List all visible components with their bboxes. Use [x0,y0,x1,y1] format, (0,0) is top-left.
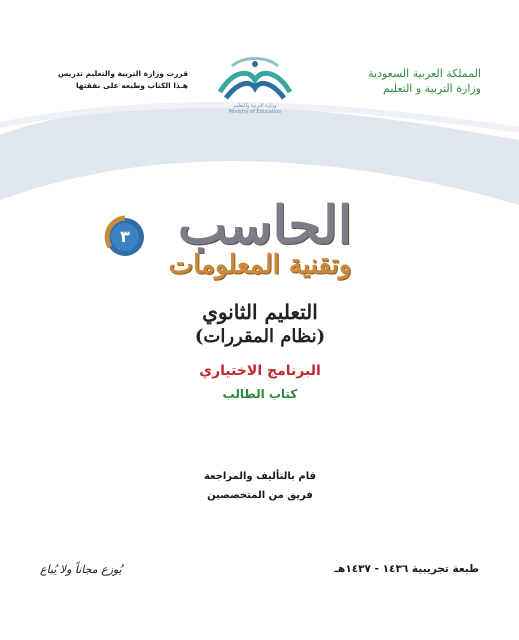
logo-caption-ar: وزارة التربية والتعليم [233,103,277,109]
kingdom-name: المملكة العربية السعودية [368,67,481,80]
edition-info: طبعة تجريبية ١٤٣٦ - ١٤٣٧هـ [334,563,479,575]
book-title: الحاسب [177,195,353,256]
authorship-line-1: قام بالتأليف والمراجعة [203,471,317,482]
education-level: التعليم الثانوي [202,300,318,324]
ministry-header [321,66,481,96]
logo-caption [212,103,298,115]
approval-line-1: قررت وزارة التربية والتعليم تدريس [58,69,188,78]
logo-caption-en: Ministry of Education [228,109,282,115]
volume-number: ٣ [120,227,130,246]
course-system: (نظام المقررات) [194,326,326,347]
approval-statement [38,68,188,92]
book-subtitle: وتقنية المعلومات [168,250,352,280]
book-type: كتاب الطالب [222,387,298,401]
authorship-line-2: فريق من المتخصصين [207,490,313,501]
ministry-name: وزارة التربية و التعليم [383,82,481,95]
distribution-note: يُوزع مجاناً ولا يُباع [40,563,122,576]
approval-line-2: هـذا الكتاب وطبعه على نفقتها [75,81,188,90]
program-type: البرنامج الاختياري [199,363,321,379]
